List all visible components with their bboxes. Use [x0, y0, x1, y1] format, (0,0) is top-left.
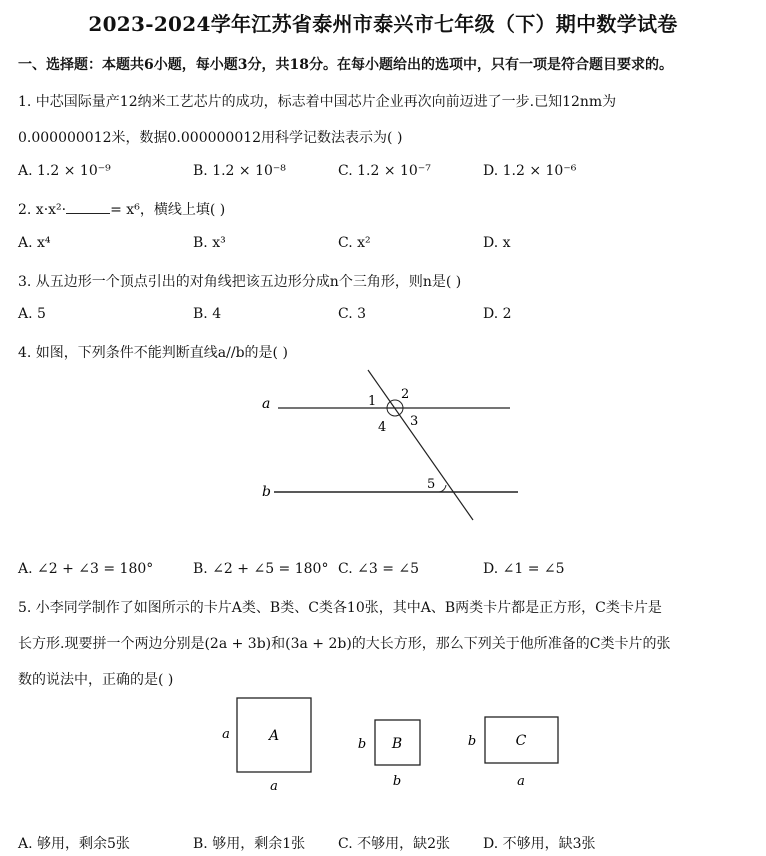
q1-option-c[interactable]: C. 1.2 × 10⁻⁷: [338, 163, 431, 179]
card-a-side: a: [222, 727, 230, 742]
q2-option-b[interactable]: B. x³: [193, 235, 226, 251]
card-b-label: B: [391, 736, 403, 752]
card-b-bottom: b: [392, 774, 402, 789]
q3-option-b[interactable]: B. 4: [193, 306, 222, 322]
angle-label-4: 4: [378, 420, 387, 435]
question-5-line-3: 数的说法中，正确的是( ): [18, 672, 174, 688]
question-2-suffix: = x⁶，横线上填( ): [110, 202, 226, 218]
q5-option-d[interactable]: D. 不够用，缺3张: [483, 836, 596, 852]
q2-option-d[interactable]: D. x: [483, 235, 511, 251]
q5-option-b[interactable]: B. 够用，剩余1张: [193, 836, 306, 852]
parallel-lines-figure: [250, 365, 540, 525]
q4-option-d[interactable]: D. ∠1 = ∠5: [483, 561, 565, 577]
q3-option-a[interactable]: A. 5: [18, 306, 46, 322]
q1-option-d[interactable]: D. 1.2 × 10⁻⁶: [483, 163, 577, 179]
angle-label-1: 1: [368, 394, 377, 409]
page-title: 2023-2024学年江苏省泰州市泰兴市七年级（下）期中数学试卷: [88, 12, 678, 36]
question-2-prefix: 2. x·x²·: [18, 202, 67, 218]
q1-option-b[interactable]: B. 1.2 × 10⁻⁸: [193, 163, 286, 179]
card-a-label: A: [268, 728, 280, 744]
question-5-line-2: 长方形.现要拼一个两边分别是(2a + 3b)和(3a + 2b)的大长方形，那么下列关于他所准备的C类卡片的张: [18, 636, 671, 652]
angle-label-2: 2: [401, 387, 410, 402]
transversal: [368, 370, 473, 520]
q3-option-c[interactable]: C. 3: [338, 306, 367, 322]
question-5-line-1: 5. 小李同学制作了如图所示的卡片A类、B类、C类各10张，其中A、B两类卡片都是正方形，C类卡片是: [18, 600, 662, 616]
question-4: 4. 如图，下列条件不能判断直线a//b的是( ): [18, 345, 288, 361]
card-c-bottom: a: [517, 774, 525, 789]
cards-figure: [210, 690, 580, 800]
angle-label-3: 3: [410, 414, 419, 429]
question-1-line-1: 1. 中芯国际量产12纳米工艺芯片的成功，标志着中国芯片企业再次向前迈进了一步.已知12nm为: [18, 94, 617, 110]
q2-option-a[interactable]: A. x⁴: [18, 235, 51, 251]
angle-label-5: 5: [427, 477, 436, 492]
card-c-label: C: [515, 733, 527, 749]
q5-option-c[interactable]: C. 不够用，缺2张: [338, 836, 451, 852]
card-a-bottom: a: [270, 779, 278, 794]
card-c-side: b: [467, 734, 477, 749]
q1-option-a[interactable]: A. 1.2 × 10⁻⁹: [18, 163, 111, 179]
q3-option-d[interactable]: D. 2: [483, 306, 512, 322]
section-heading: 一、选择题：本题共6小题，每小题3分，共18分。在每小题给出的选项中，只有一项是符合题目要求的。: [18, 57, 673, 73]
question-1-line-2: 0.000000012米，数据0.000000012用科学记数法表示为( ): [18, 130, 403, 146]
angle-arc-5: [439, 485, 446, 492]
label-b: b: [262, 484, 271, 500]
card-b-side: b: [357, 737, 367, 752]
q4-option-c[interactable]: C. ∠3 = ∠5: [338, 561, 420, 577]
answer-blank: [66, 201, 110, 214]
q2-option-c[interactable]: C. x²: [338, 235, 371, 251]
q5-option-a[interactable]: A. 够用，剩余5张: [18, 836, 130, 852]
label-a: a: [262, 396, 271, 412]
q4-option-a[interactable]: A. ∠2 + ∠3 = 180°: [18, 561, 154, 577]
q4-option-b[interactable]: B. ∠2 + ∠5 = 180°: [193, 561, 329, 577]
question-2: [18, 199, 225, 219]
question-3: 3. 从五边形一个顶点引出的对角线把该五边形分成n个三角形，则n是( ): [18, 274, 462, 290]
